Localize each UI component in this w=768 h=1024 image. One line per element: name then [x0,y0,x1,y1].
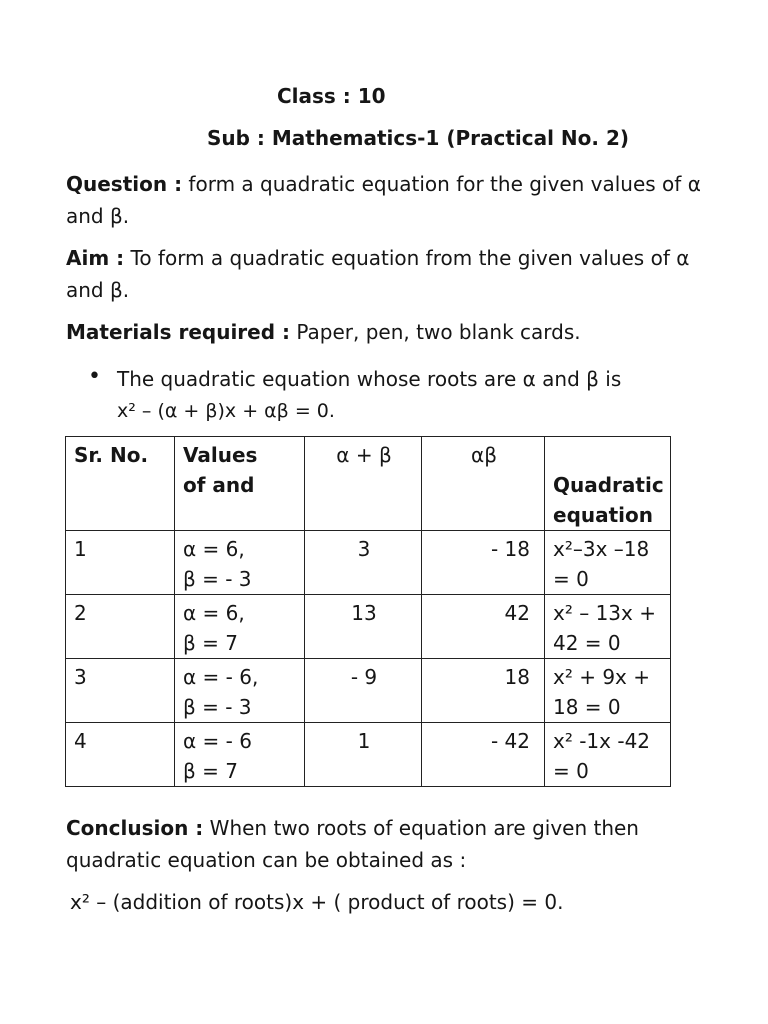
bullet-formula: x² – (α + β)x + αβ = 0. [117,400,335,422]
table-row [66,723,671,787]
question-paragraph [66,168,734,232]
bullet-icon: • [88,364,101,389]
row-values [175,595,305,659]
row-equation [545,595,671,659]
row-equation [545,531,671,595]
conclusion-line-2: quadratic equation can be obtained as : [66,848,467,872]
header-sr-no: Sr. No. [66,437,175,531]
row-eq-line-1: x² -1x -42 [553,729,651,753]
materials-label: Materials required : [66,320,291,344]
aim-text-line-1: To form a quadratic equation from the given values of α [124,246,690,270]
aim-text-line-2: and β. [66,278,130,302]
row-beta: β = 7 [183,631,238,655]
header-values [175,437,305,531]
quadratic-table [65,436,671,787]
row-sr: 2 [66,595,175,659]
question-label: Question : [66,172,183,196]
row-eq-line-1: x² – 13x + [553,601,656,625]
table-row [66,595,671,659]
row-product: 18 [422,659,545,723]
row-sr: 4 [66,723,175,787]
row-values [175,659,305,723]
row-product: - 42 [422,723,545,787]
row-alpha: α = - 6, [183,665,259,689]
row-eq-line-2: = 0 [553,567,589,591]
materials-paragraph [66,316,734,348]
question-text-line-1: form a quadratic equation for the given values of α [182,172,701,196]
row-sr: 3 [66,659,175,723]
row-beta: β = 7 [183,759,238,783]
conclusion-text-1: When two roots of equation are given then [203,816,639,840]
header-sum: α + β [305,437,422,531]
aim-paragraph [66,242,734,306]
row-alpha: α = 6, [183,601,245,625]
row-eq-line-2: = 0 [553,759,589,783]
table-header-row [66,437,671,531]
row-beta: β = - 3 [183,695,252,719]
subject-heading: Sub : Mathematics-1 (Practical No. 2) [207,126,630,150]
conclusion-label: Conclusion : [66,816,204,840]
row-product: - 18 [422,531,545,595]
row-values [175,531,305,595]
row-eq-line-2: 42 = 0 [553,631,621,655]
row-alpha: α = 6, [183,537,245,561]
row-beta: β = - 3 [183,567,252,591]
row-eq-line-1: x²–3x –18 [553,537,650,561]
aim-label: Aim : [66,246,125,270]
header-product: αβ [422,437,545,531]
header-values-line-2: of and [183,473,255,497]
question-text-line-2: and β. [66,204,130,228]
table-row [66,659,671,723]
row-equation [545,659,671,723]
table-row [66,531,671,595]
header-eq-line-1: Quadratic [553,473,664,497]
bullet-text: The quadratic equation whose roots are α and β is [117,367,622,391]
class-heading: Class : 10 [277,84,386,108]
conclusion-line-1 [66,812,639,844]
conclusion-formula: x² – (addition of roots)x + ( product of roots) = 0. [70,890,564,914]
row-eq-line-2: 18 = 0 [553,695,621,719]
row-eq-line-1: x² + 9x + [553,665,651,689]
materials-text: Paper, pen, two blank cards. [290,320,581,344]
row-equation [545,723,671,787]
header-quadratic-equation [545,437,671,531]
header-eq-line-2: equation [553,503,654,527]
row-sum: - 9 [305,659,422,723]
row-values [175,723,305,787]
row-sum: 1 [305,723,422,787]
row-sum: 13 [305,595,422,659]
header-values-line-1: Values [183,443,258,467]
row-product: 42 [422,595,545,659]
row-alpha: α = - 6 [183,729,252,753]
row-sr: 1 [66,531,175,595]
row-sum: 3 [305,531,422,595]
